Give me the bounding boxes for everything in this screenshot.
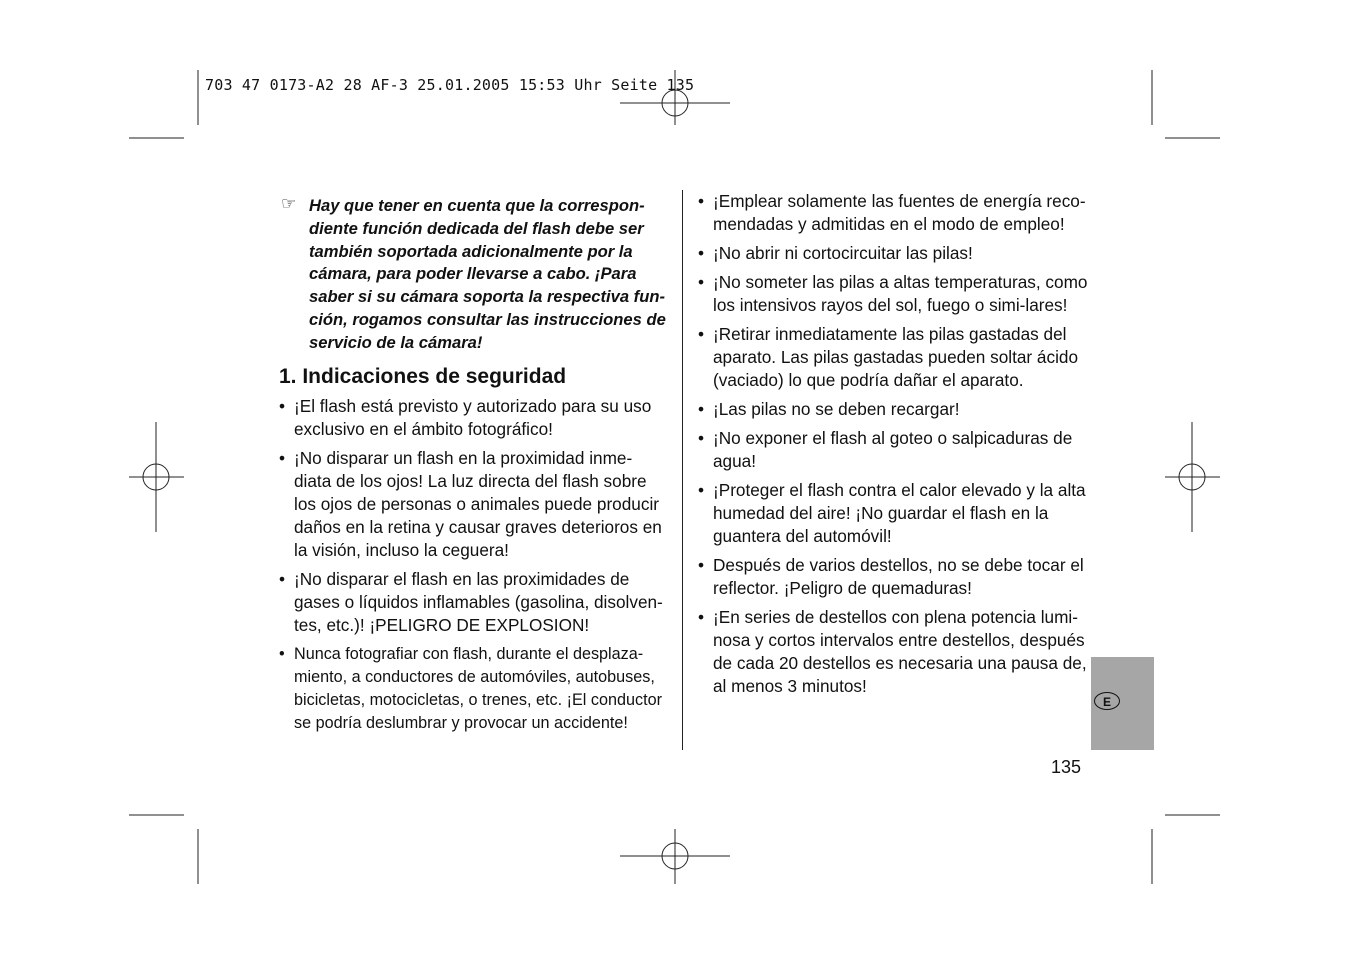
- note-block: [279, 195, 669, 355]
- right-safety-list: [698, 190, 1090, 698]
- language-badge: E: [1094, 692, 1120, 710]
- pointing-hand-icon: ☞: [281, 194, 297, 213]
- list-item: • ¡En series de destellos con plena potencia lumi-nosa y cortos intervalos entre destellos, después de cada 20 destellos es necesaria una pausa de, al menos 3 minutos!: [698, 606, 1090, 698]
- print-slug-line: 703 47 0173-A2 28 AF-3 25.01.2005 15:53 Uhr Seite 135: [205, 76, 695, 94]
- left-column: [279, 195, 669, 741]
- list-item: • ¡No abrir ni cortocircuitar las pilas!: [698, 242, 1090, 265]
- list-item: • ¡Proteger el flash contra el calor elevado y la alta humedad del aire! ¡No guardar el flash en la guantera del automóvil!: [698, 479, 1090, 548]
- list-item: • ¡El flash está previsto y autorizado para su uso exclusivo en el ámbito fotográfico!: [279, 395, 669, 441]
- list-item: • ¡No disparar un flash en la proximidad inme-diata de los ojos! La luz directa del flash sobre los ojos de personas o animales puede producir daños en la retina y causar graves deterioros en la visión, incluso la ceguera!: [279, 447, 669, 562]
- note-text: Hay que tener en cuenta que la correspon-diente función dedicada del flash debe ser también soportada adicionalmente por la cámara, para poder llevarse a cabo. ¡Para saber si su cámara soporta la respectiva fun-ción, rogamos consultar las instrucciones de servicio de la cámara!: [309, 196, 666, 352]
- page-number: 135: [1051, 757, 1082, 777]
- list-item: • Después de varios destellos, no se debe tocar el reflector. ¡Peligro de quemaduras!: [698, 554, 1090, 600]
- list-item: • ¡No someter las pilas a altas temperaturas, como los intensivos rayos del sol, fuego o simi-lares!: [698, 271, 1090, 317]
- column-divider: [682, 190, 683, 750]
- list-item: • ¡Emplear solamente las fuentes de energía reco-mendadas y admitidas en el modo de empleo!: [698, 190, 1090, 236]
- list-item: • ¡Retirar inmediatamente las pilas gastadas del aparato. Las pilas gastadas pueden soltar ácido (vaciado) lo que podría dañar el aparato.: [698, 323, 1090, 392]
- list-item: • ¡No disparar el flash en las proximidades de gases o líquidos inflamables (gasolina, disolven-tes, etc.)! ¡PELIGRO DE EXPLOSION!: [279, 568, 669, 637]
- right-column: [698, 190, 1090, 704]
- list-item: • Nunca fotografiar con flash, durante el desplaza-miento, a conductores de automóviles, autobuses, bicicletas, motocicletas, o trenes, etc. ¡El conductor se podría deslumbrar y provocar un accidente!: [279, 643, 669, 735]
- left-safety-list: [279, 395, 669, 735]
- list-item: • ¡Las pilas no se deben recargar!: [698, 398, 1090, 421]
- list-item: • ¡No exponer el flash al goteo o salpicaduras de agua!: [698, 427, 1090, 473]
- section-title: 1. Indicaciones de seguridad: [279, 364, 567, 388]
